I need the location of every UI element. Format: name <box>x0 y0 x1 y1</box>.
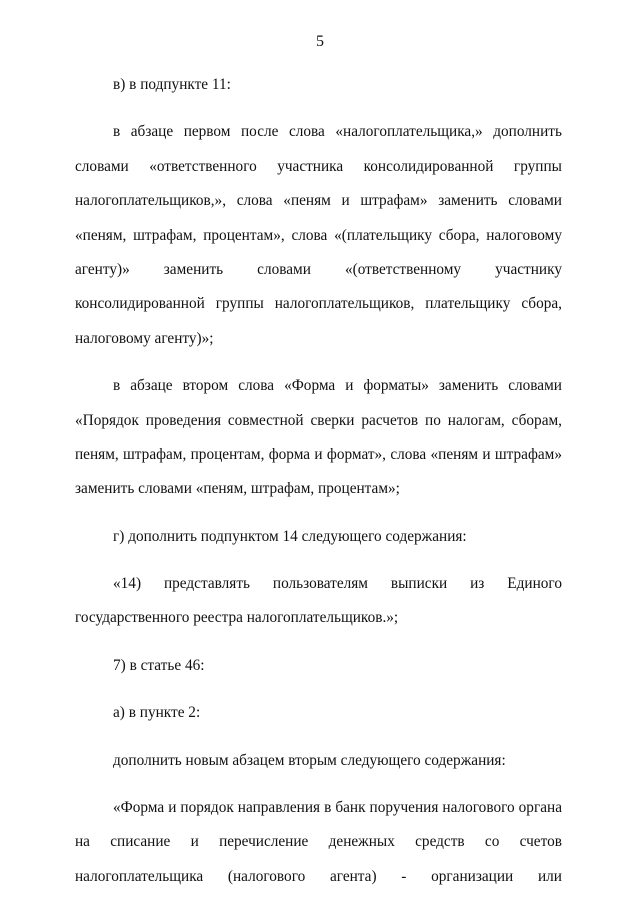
word: и <box>482 445 491 463</box>
word: «налогоплательщика,» <box>335 123 483 141</box>
word: форматы» <box>363 377 429 395</box>
word: пользователям <box>272 575 368 593</box>
paragraph-line <box>75 184 562 218</box>
word: в <box>324 799 332 817</box>
word: проведения <box>145 411 221 429</box>
word: участнику <box>495 260 562 278</box>
paragraph-line: заменить словами «пеням, штрафам, процентам»; <box>75 480 400 498</box>
word: и <box>314 445 323 463</box>
word: слова <box>238 377 275 395</box>
word: «(плательщику <box>334 226 433 244</box>
word: «Форма <box>113 799 165 817</box>
word: втором <box>182 377 229 395</box>
word: заменить <box>163 260 224 278</box>
word: налогоплательщика <box>75 867 204 885</box>
word: словами <box>257 260 311 278</box>
word: и <box>190 833 199 851</box>
word: поручения <box>369 799 439 817</box>
paragraph-line <box>75 253 562 287</box>
word: со <box>484 833 500 851</box>
paragraph-line: государственного реестра налогоплательщиков.»; <box>75 609 399 627</box>
word: налогового <box>442 799 515 817</box>
paragraph-line: в) в подпункте 11: <box>113 76 231 93</box>
word: на <box>75 833 90 851</box>
paragraph-line <box>75 438 562 472</box>
word: дополнить <box>493 123 562 141</box>
word: и <box>341 192 350 210</box>
word: «пеням <box>430 445 479 463</box>
word: агента) <box>329 867 377 885</box>
word: налогоплательщиков, <box>274 295 415 313</box>
paragraph-line <box>75 150 562 184</box>
word: абзаце <box>130 123 174 141</box>
word: слова <box>390 445 427 463</box>
word: налогам, <box>447 411 505 429</box>
word: штрафам, <box>133 226 197 244</box>
word: направления <box>237 799 321 817</box>
word: перечисление <box>219 833 309 851</box>
paragraph-line: 7) в статье 46: <box>113 656 205 674</box>
word: заменить <box>438 377 499 395</box>
word: участника <box>277 157 344 175</box>
word: «14) <box>113 575 142 593</box>
word: организации <box>431 867 514 885</box>
word: органа <box>518 799 562 817</box>
word: - <box>401 867 407 885</box>
word: налоговому <box>486 226 562 244</box>
paragraph-line: налоговому агенту)»; <box>75 329 214 347</box>
word: штрафам» <box>360 192 428 210</box>
word: денежных <box>328 833 395 851</box>
word: группы <box>215 295 264 313</box>
word: сбора, <box>438 226 480 244</box>
word: счетов <box>519 833 562 851</box>
word: «Форма <box>284 377 336 395</box>
word: слова <box>236 192 273 210</box>
word: налогоплательщиков,», <box>75 192 227 210</box>
paragraph-line: г) дополнить подпунктом 14 следующего содержания: <box>113 527 467 545</box>
paragraph-line <box>75 219 562 253</box>
document-body <box>75 68 562 894</box>
word: средств <box>415 833 465 851</box>
word: агенту)» <box>75 260 130 278</box>
word: словами <box>508 377 562 395</box>
word: «Порядок <box>75 411 139 429</box>
word: «пеням, <box>75 226 127 244</box>
word: форма <box>268 445 311 463</box>
word: списание <box>110 833 171 851</box>
word: словами <box>75 157 129 175</box>
word: абзаце <box>130 377 173 395</box>
word: совместной <box>227 411 304 429</box>
paragraph-line: а) в пункте 2: <box>113 704 201 722</box>
paragraph-line: дополнить новым абзацем вторым следующего содержания: <box>113 751 506 769</box>
paragraph-line <box>75 115 562 149</box>
word: или <box>537 867 562 885</box>
word: сборам, <box>511 411 562 429</box>
word: заменить <box>438 192 498 210</box>
word: первом <box>183 123 231 141</box>
word: из <box>470 575 485 593</box>
word: представлять <box>163 575 250 593</box>
paragraph-line <box>75 860 562 894</box>
word: слова <box>288 123 325 141</box>
word: и <box>168 799 177 817</box>
word: банк <box>335 799 366 817</box>
word: и <box>345 377 354 395</box>
word: порядок <box>180 799 234 817</box>
word: сверки <box>310 411 355 429</box>
paragraph-line <box>75 287 562 321</box>
word: штрафам» <box>494 445 562 463</box>
word: в <box>113 377 121 395</box>
word: «ответственного <box>149 157 257 175</box>
paragraph-line <box>75 404 562 438</box>
paragraph-line <box>75 567 562 601</box>
word: (налогового <box>227 867 306 885</box>
word: консолидированной <box>363 157 494 175</box>
word: после <box>241 123 279 141</box>
word: пеням, <box>75 445 119 463</box>
word: слова <box>291 226 328 244</box>
word: формат», <box>326 445 387 463</box>
word: сбора, <box>521 295 562 313</box>
paragraph-line <box>75 825 562 859</box>
paragraph-line <box>75 791 562 825</box>
word: по <box>425 411 441 429</box>
word: консолидированной <box>75 295 205 313</box>
word: штрафам, <box>123 445 187 463</box>
word: плательщику <box>425 295 511 313</box>
word: расчетов <box>361 411 419 429</box>
word: процентам», <box>203 226 285 244</box>
word: Единого <box>507 575 562 593</box>
word: в <box>113 123 121 141</box>
word: группы <box>513 157 562 175</box>
page-number: 5 <box>316 33 324 50</box>
word: выписки <box>390 575 448 593</box>
paragraph-line <box>75 369 562 403</box>
word: словами <box>508 192 562 210</box>
word: «(ответственному <box>344 260 462 278</box>
word: процентам, <box>190 445 265 463</box>
word: «пеням <box>283 192 331 210</box>
